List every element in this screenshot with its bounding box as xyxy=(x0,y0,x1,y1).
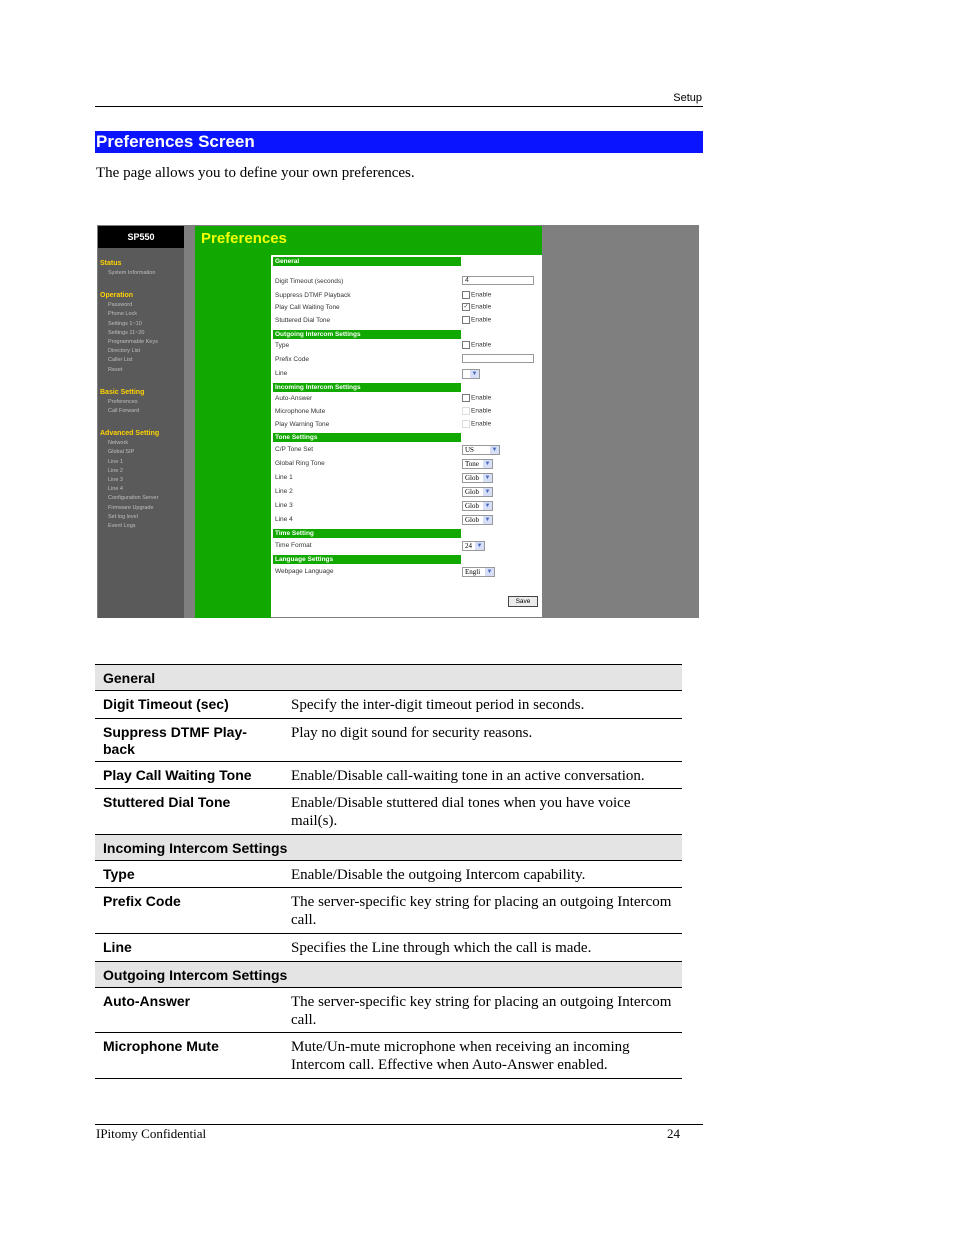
suppress-dtmf-checkbox[interactable]: Enable xyxy=(462,291,491,299)
section-general: General xyxy=(273,257,461,266)
chevron-down-icon: ▼ xyxy=(484,503,491,509)
preferences-screenshot xyxy=(97,225,699,618)
sidebar-item[interactable]: Call Forward xyxy=(108,408,140,414)
auto-answer-checkbox[interactable]: Enable xyxy=(462,394,491,402)
chevron-down-icon: ▼ xyxy=(476,543,483,549)
stuttered-checkbox[interactable]: Enable xyxy=(462,316,491,324)
table-row: Microphone Mute Mute/Un-mute microphone when receiving an incoming Intercom call. Effective when Auto-Answer enabled. xyxy=(95,1033,682,1079)
sidebar-item[interactable]: Phone Lock xyxy=(108,311,138,318)
nav-section: Advanced Setting xyxy=(100,430,160,438)
line4-select[interactable]: Glob ▼ xyxy=(462,515,493,525)
chevron-down-icon: ▼ xyxy=(491,447,498,453)
table-section-outgoing: Outgoing Intercom Settings xyxy=(95,962,682,988)
sidebar-item[interactable]: Network xyxy=(108,440,129,447)
label-call-waiting: Play Call Waiting Tone xyxy=(275,304,340,311)
nav-section: Basic Setting xyxy=(100,388,145,396)
label-cp-tone: C/P Tone Set xyxy=(275,446,314,453)
chevron-down-icon: ▼ xyxy=(486,569,493,575)
sidebar-item[interactable]: Preferences xyxy=(108,398,138,405)
prefix-input[interactable] xyxy=(462,354,534,363)
label-global-ring: Global Ring Tone xyxy=(275,460,325,467)
call-waiting-checkbox[interactable]: ✓ Enable xyxy=(463,303,492,311)
section-tone: Tone Settings xyxy=(273,433,461,442)
table-section-incoming: Incoming Intercom Settings xyxy=(95,835,682,861)
label-suppress-dtmf: Suppress DTMF Playback xyxy=(275,292,351,299)
table-row: Line Specifies the Line through which the call is made. xyxy=(95,934,682,962)
sidebar-item[interactable]: Configuration Server xyxy=(108,495,159,502)
section-time: Time Setting xyxy=(273,529,461,538)
section-title: Preferences Screen xyxy=(95,131,703,153)
label-auto-answer: Auto-Answer xyxy=(275,395,313,402)
cp-tone-select[interactable]: US ▼ xyxy=(462,445,500,455)
sidebar-item[interactable]: Line 3 xyxy=(108,477,123,483)
web-lang-select[interactable]: Engli ▼ xyxy=(462,567,495,577)
nav-section: Operation xyxy=(100,292,134,300)
device-model: SP550 xyxy=(98,226,184,248)
nav-section: Status xyxy=(100,260,122,267)
table-row: Suppress DTMF Play-back Play no digit sound for security reasons. xyxy=(95,719,682,762)
sidebar-item[interactable]: Programmable Keys xyxy=(108,339,158,345)
sidebar-item[interactable]: Line 4 xyxy=(108,486,123,493)
intro-text: The page allows you to define your own preferences. xyxy=(96,165,415,181)
label-web-lang: Webpage Language xyxy=(275,568,334,575)
table-row: Stuttered Dial Tone Enable/Disable stuttered dial tones when you have voice mail(s). xyxy=(95,789,682,835)
label-time-format: Time Format xyxy=(275,542,312,549)
type-checkbox[interactable]: Enable xyxy=(462,341,491,349)
chevron-down-icon: ▼ xyxy=(484,475,491,481)
footer-confidential: IPitomy Confidential xyxy=(96,1126,207,1141)
sidebar-item[interactable]: Password xyxy=(108,302,133,309)
label-mic-mute: Microphone Mute xyxy=(275,408,326,415)
save-button[interactable]: Save xyxy=(508,596,538,607)
digit-timeout-input[interactable]: 4 xyxy=(462,276,534,285)
sidebar-item[interactable]: Directory List xyxy=(108,348,141,355)
sidebar-item[interactable]: Caller List xyxy=(108,357,133,364)
label-prefix: Prefix Code xyxy=(275,356,309,363)
line3-select[interactable]: Glob ▼ xyxy=(462,501,493,511)
play-warning-checkbox[interactable]: Enable xyxy=(462,420,491,428)
sidebar-item[interactable]: System Information xyxy=(108,270,156,276)
footer-rule xyxy=(95,1124,703,1125)
label-type: Type xyxy=(275,342,290,349)
label-stuttered: Stuttered Dial Tone xyxy=(275,317,331,324)
preferences-form xyxy=(271,255,542,617)
line-select[interactable] xyxy=(462,369,480,379)
chevron-down-icon: ▼ xyxy=(484,461,491,467)
line1-select[interactable]: Glob ▼ xyxy=(462,473,493,483)
sidebar-item[interactable]: Settings 1~10 xyxy=(108,320,142,327)
green-column xyxy=(195,226,271,618)
table-row: Type Enable/Disable the outgoing Intercom capability. xyxy=(95,861,682,888)
sidebar-item[interactable]: Settings 11~20 xyxy=(108,329,145,336)
line2-select[interactable]: Glob ▼ xyxy=(462,487,493,497)
label-digit-timeout: Digit Timeout (seconds) xyxy=(275,278,344,285)
label-line: Line xyxy=(275,370,288,377)
chevron-down-icon: ▼ xyxy=(471,371,478,377)
preferences-title: Preferences xyxy=(201,230,287,247)
sidebar-nav xyxy=(98,226,184,618)
table-section-general: General xyxy=(95,665,682,691)
section-outgoing: Outgoing Intercom Settings xyxy=(273,330,461,339)
sidebar-item[interactable]: Line 2 xyxy=(108,467,123,474)
sidebar-item[interactable]: Global SIP xyxy=(108,449,135,456)
label-line4: Line 4 xyxy=(275,516,293,523)
sidebar-item[interactable]: Reset xyxy=(108,366,123,373)
mic-mute-checkbox[interactable]: Enable xyxy=(462,407,491,415)
section-language: Language Settings xyxy=(273,555,461,564)
label-play-warning: Play Warning Tone xyxy=(275,421,330,428)
sidebar-item[interactable]: Event Logs xyxy=(108,523,136,529)
table-row: Prefix Code The server-specific key string for placing an outgoing Intercom call. xyxy=(95,888,682,934)
table-row: Auto-Answer The server-specific key string for placing an outgoing Intercom call. xyxy=(95,988,682,1033)
header-section-label: Setup xyxy=(673,92,702,104)
label-line1: Line 1 xyxy=(275,474,293,481)
sidebar-item[interactable]: Line 1 xyxy=(108,458,123,465)
table-row: Digit Timeout (sec) Specify the inter-digit timeout period in seconds. xyxy=(95,691,682,719)
table-row: Play Call Waiting Tone Enable/Disable call-waiting tone in an active conversation. xyxy=(95,762,682,789)
chevron-down-icon: ▼ xyxy=(484,517,491,523)
section-incoming: Incoming Intercom Settings xyxy=(273,383,461,392)
time-format-select[interactable]: 24 ▼ xyxy=(462,541,485,551)
global-ring-select[interactable]: Tone ▼ xyxy=(462,459,493,469)
page-number: 24 xyxy=(667,1126,680,1141)
label-line2: Line 2 xyxy=(275,488,293,495)
label-line3: Line 3 xyxy=(275,502,293,509)
header-rule xyxy=(95,106,703,107)
chevron-down-icon: ▼ xyxy=(484,489,491,495)
sidebar-item[interactable]: Set log level xyxy=(108,513,138,520)
sidebar-item[interactable]: Firmware Upgrade xyxy=(108,504,154,511)
